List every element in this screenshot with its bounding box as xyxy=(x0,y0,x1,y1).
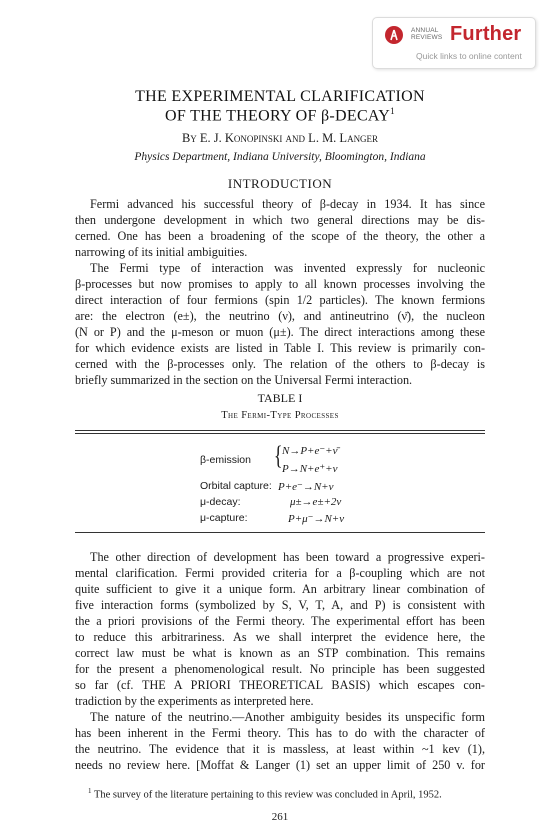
table-bottom-rule xyxy=(75,532,485,533)
para4-line: needs no review here. [Moffat & Langer (1) set an upper limit of 250 v. for xyxy=(75,758,485,772)
table-row-reaction: P+μ⁻→N+ν xyxy=(288,513,345,525)
brace-glyph: { xyxy=(273,441,283,470)
badge-annual: ANNUAL xyxy=(411,27,439,34)
para3-line: mental clarification. Fermi provided criteria for a β-coupling which are not xyxy=(75,566,485,580)
para2-line: for which evidence exists are listed in Table I. This review is primarily con- xyxy=(75,341,485,355)
annual-reviews-logo-icon xyxy=(385,26,403,44)
table-top-rule xyxy=(75,430,485,431)
footnote xyxy=(88,787,442,801)
table-subtitle: The Fermi-Type Processes xyxy=(221,410,339,421)
article-title-line1: THE EXPERIMENTAL CLARIFICATION xyxy=(135,88,425,105)
para1-line: then undergone development in which two general directions may be dis- xyxy=(75,213,485,227)
table-row-reaction: P→N+e⁺+ν xyxy=(282,463,338,475)
para1-line: Fermi advanced his successful theory of β-decay in 1934. It has since xyxy=(90,197,485,211)
article-title-line2 xyxy=(0,106,560,125)
para3-line: for the present a phenomenological result. No principle has been suggested xyxy=(75,662,485,676)
para4-line: The nature of the neutrino.—Another ambiguity besides its unspecific form xyxy=(90,710,485,724)
para3-line: the a priori provisions of the Fermi theory. The experimental effort has been xyxy=(75,614,485,628)
para3-line: quite sufficient to give it a unique form. An arbitrary linear combination of xyxy=(75,582,485,596)
table-row-reaction: N→P+e⁻+ν̄ xyxy=(282,445,338,457)
para3-line: The other direction of development has been toward a progressive experi- xyxy=(90,550,485,564)
page-number: 261 xyxy=(271,811,289,823)
table-caption: TABLE I xyxy=(257,391,303,405)
article-title-line2-text: OF THE THEORY OF β-DECAY xyxy=(165,107,391,125)
para3-line: tradiction by the experiments as interpreted here. xyxy=(75,694,314,708)
annual-reviews-further-link[interactable] xyxy=(372,17,536,69)
authors: By E. J. Konopinski and L. M. Langer xyxy=(181,131,379,145)
para2-line: are: the electron (e±), the neutrino (ν), and antineutrino (ν̄), the nucleon xyxy=(75,309,485,323)
para2-line: direct interaction of four fermions (spin 1/2 particles). The known fermions xyxy=(75,293,485,307)
para1-line: cerned. One has been a broadening of the scope of the theory, the other a xyxy=(75,229,485,243)
table-row-label: β-emission xyxy=(200,454,251,466)
badge-tagline: Quick links to online content xyxy=(416,51,522,61)
title-footnote-mark: 1 xyxy=(390,106,395,116)
badge-reviews: REVIEWS xyxy=(411,34,443,41)
para1-line: narrowing of its initial ambiguities. xyxy=(75,245,248,259)
para4-line: has been inherent in the Fermi theory. This has to do with the character of xyxy=(75,726,485,740)
footnote-mark: 1 xyxy=(88,787,92,795)
table-row-label: μ-capture: xyxy=(200,512,248,524)
para2-line: The Fermi type of interaction was invented expressly for nucleonic xyxy=(90,261,485,275)
section-heading: INTRODUCTION xyxy=(227,176,333,191)
table-row-reaction: P+e⁻→N+ν xyxy=(278,481,334,493)
table-top-rule-2 xyxy=(75,433,485,434)
para4-line: the neutrino. The evidence that it is massless, at least within ~1 kev (1), xyxy=(75,742,485,756)
para3-line: correct law must be what is known as an STP combination. This remains xyxy=(75,646,485,660)
para2-line: cerned with the β-processes only. The relation of the others to β-decay is xyxy=(75,357,485,371)
affiliation: Physics Department, Indiana University, Bloomington, Indiana xyxy=(134,151,426,163)
table-row-label: Orbital capture: xyxy=(200,480,272,492)
para3-line: to reduce this arbitrariness. As we shall interpret the evidence here, the xyxy=(75,630,485,644)
para2-line: briefly summarized in the section on the Universal Fermi interaction. xyxy=(75,373,413,387)
table-row-label: μ-decay: xyxy=(200,496,241,508)
footnote-text: The survey of the literature pertaining to this review was concluded in April, 1952. xyxy=(93,789,442,801)
para3-line: so far (cf. THE A PRIORI THEORETICAL BASIS) which escapes con- xyxy=(75,678,485,692)
para2-line: β-processes but now promises to apply to all known processes involving the xyxy=(75,277,485,291)
badge-annual-reviews-text xyxy=(411,27,442,41)
badge-further: Further xyxy=(450,23,522,45)
para2-line: (N or P) and the μ-meson or muon (μ±). The direct interactions among these xyxy=(75,325,485,339)
para3-line: five interaction forms (symbolized by S, V, T, A, and P) is consistent with xyxy=(75,598,485,612)
table-row-reaction: μ±→e±+2ν xyxy=(290,496,342,508)
